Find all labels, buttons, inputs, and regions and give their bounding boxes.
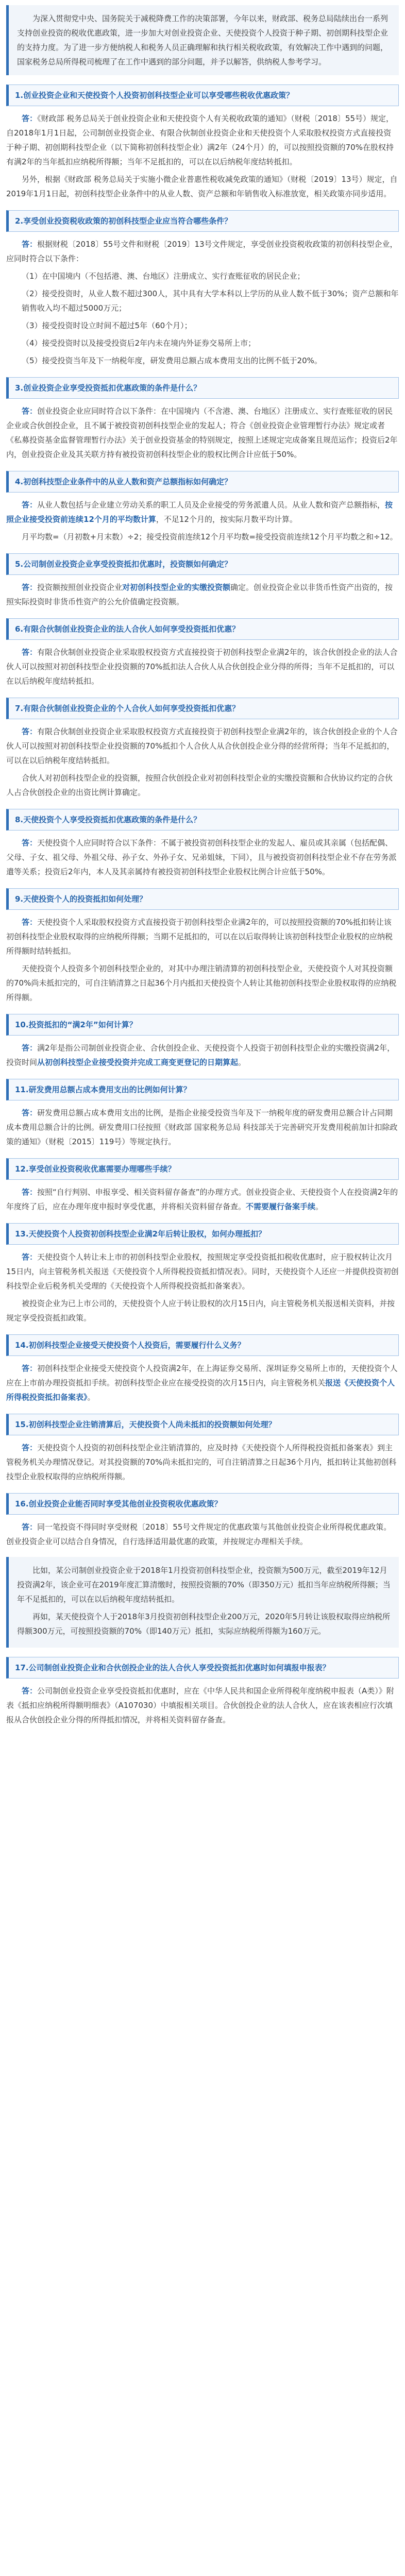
answer-text: （1）在中国境内（不包括港、澳、台地区）注册成立、实行查账征收的居民企业； xyxy=(22,272,305,281)
answer-text: 天使投资个人转让未上市的初创科技型企业股权，按照规定享受投资抵扣税收优惠时，应于股权转让次月15日内，向主管税务机关报送《天使投资个人所得税投资抵扣情况表》。同时，天使投资个人还应一并提供投资初创科技型企业后税务机关受理的《天使投资个人所得税投资抵扣备案表》。 xyxy=(6,1252,399,1291)
answer-prefix: 答： xyxy=(22,918,38,927)
question-heading: 7.有限合伙制创业投资企业的个人合伙人如何享受投资抵扣优惠？ xyxy=(6,698,399,719)
answer-text: 另外，根据《财政部 税务总局关于实施小微企业普惠性税收减免政策的通知》（财税〔2019〕13号）规定，自2019年1月1日起，初创科技型企业条件中的从业人数、资产总额和年销售收入标准放宽，相关政策亦同步适用。 xyxy=(6,175,398,198)
answer-paragraph xyxy=(6,1520,399,1549)
question-heading: 1.创业投资企业和天使投资个人投资初创科技型企业可以享受哪些税收优惠政策？ xyxy=(6,84,399,106)
answer-paragraph xyxy=(6,1250,399,1293)
answer-text: （3）接受投资时设立时间不超过5年（60个月）； xyxy=(22,321,192,330)
answer-highlight: 对初创科技型企业的实缴投资额 xyxy=(122,583,231,592)
answer-paragraph xyxy=(6,404,399,462)
last-qa-section xyxy=(6,1657,399,1727)
answer-text: 月平均数=（月初数+月末数）÷2；接受投资前连续12个月平均数=接受投资前连续12个月平均数之和÷12。 xyxy=(22,532,398,541)
answer-paragraph xyxy=(6,915,399,958)
answer-prefix: 答： xyxy=(22,1443,38,1452)
answer-paragraph xyxy=(6,530,399,544)
answer-prefix: 答： xyxy=(22,727,38,736)
answer-prefix: 答： xyxy=(22,1188,38,1197)
answer-text: 有限合伙制创业投资企业采取股权投资方式直接投资于初创科技型企业满2年的，该合伙创投企业的法人合伙人可以按照对初创科技型企业投资额的70%抵扣法人合伙人从合伙创投企业分得的所得；当年不足抵扣的，可以在以后纳税年度结转抵扣。 xyxy=(6,648,398,686)
answer-highlight: 不需要履行备案手续 xyxy=(246,1202,316,1211)
answer-text: 《财政部 税务总局关于创业投资企业和天使投资个人有关税收政策的通知》（财税〔2018〕55号）规定，自2018年1月1日起，公司制创业投资企业、有限合伙制创业投资企业和天使投资个人采取股权投资方式直接投资于种子期、初创期科技型企业（以下简称初创科技型企业）满2年（24个月）的，可以按照投资额的70%在股权持有满2年的当年抵扣应纳税所得额；当年不足抵扣的，可以在以后纳税年度结转抵扣。 xyxy=(6,114,394,166)
answer-text: 研发费用总额占成本费用支出的比例，是指企业接受投资当年及下一纳税年度的研发费用总额合计占同期成本费用总额合计的比例。研发费用口径按照《财政部 国家税务总局 科技部关于完善研究开发费用税前加计扣除政策的通知》（财税〔2015〕119号）等规定执行。 xyxy=(6,1108,398,1146)
question-heading: 17.公司制创业投资企业和合伙创投企业的法人合伙人享受投资抵扣优惠时如何填报申报表？ xyxy=(6,1657,399,1679)
answer-prefix: 答： xyxy=(22,1043,38,1053)
answer-paragraph xyxy=(6,111,399,169)
answer-tail: 。 xyxy=(238,1058,246,1067)
question-heading: 16.创业投资企业能否同时享受其他创业投资税收优惠政策？ xyxy=(6,1493,399,1515)
answer-prefix: 答： xyxy=(22,838,38,848)
question-heading: 11.研发费用总额占成本费用支出的比例如何计算？ xyxy=(6,1079,399,1100)
answer-text: 投资额按照创业投资企业 xyxy=(37,583,123,592)
question-heading: 13.天使投资个人投资初创科技型企业满2年后转让股权，如何办理抵扣？ xyxy=(6,1223,399,1245)
question-heading: 6.有限合伙制创业投资企业的法人合伙人如何享受投资抵扣优惠？ xyxy=(6,618,399,640)
answer-tail: 确定。创业投资企业以非货币性资产出资的，按照实际投资时非货币性资产的公允价值确定投资额。 xyxy=(6,583,393,606)
answer-text: 创业投资企业应同时符合以下条件：在中国境内（不含港、澳、台地区）注册成立、实行查账征收的居民企业或合伙创投企业，且不属于被投资初创科技型企业的发起人；符合《创业投资企业管理暂行办法》规定或者《私募投资基金监督管理暂行办法》关于创业投资基金的特别规定，按照上述规定完成备案且规范运作；投资后2年内，创业投资企业及其关联方持有被投资初创科技型企业的股权比例合计应低于50%。 xyxy=(6,406,398,459)
answer-prefix: 答： xyxy=(22,1252,38,1262)
answer-prefix: 答： xyxy=(22,406,38,416)
answer-list-item xyxy=(6,286,399,315)
answer-prefix: 答： xyxy=(22,1522,38,1532)
answer-paragraph xyxy=(6,724,399,768)
answer-prefix: 答： xyxy=(22,648,38,657)
answer-text: 公司制创业投资企业享受投资抵扣优惠时，应在《中华人民共和国企业所得税年度纳税申报表（A类）》附表《抵扣应纳税所得额明细表》（A107030）中填报相关项目。合伙创投企业的法人合伙人，应在该表相应行次填报从合伙创投企业分得的所得抵扣情况，并将相关资料留存备查。 xyxy=(6,1686,394,1724)
answer-text: 天使投资个人采取股权投资方式直接投资于初创科技型企业满2年的，可以按照投资额的70%抵扣转让该初创科技型企业股权取得的应纳税所得额；当期不足抵扣的，可以在以后取得转让该初创科技型企业股权的应纳税所得额时结转抵扣。 xyxy=(6,918,393,956)
answer-paragraph xyxy=(6,771,399,800)
answer-text: 从业人数包括与企业建立劳动关系的职工人员及企业接受的劳务派遣人员。从业人数和资产总额指标， xyxy=(37,500,385,510)
question-heading: 5.公司制创业投资企业享受投资抵扣优惠时，投资额如何确定？ xyxy=(6,553,399,575)
answer-highlight: 从初创科技型企业接受投资并完成工商变更登记的日期算起 xyxy=(37,1058,239,1067)
answer-prefix: 答： xyxy=(22,240,38,249)
answer-paragraph xyxy=(6,1361,399,1404)
answer-text: 有限合伙制创业投资企业采取股权投资方式直接投资于初创科技型企业满2年的，该合伙创投企业的个人合伙人可以按照对初创科技型企业投资额的70%抵扣个人合伙人从合伙创投企业分得的经营所得；当年不足抵扣的，可以在以后纳税年度结转抵扣。 xyxy=(6,727,398,765)
answer-tail: ，不足12个月的，按实际月数平均计算。 xyxy=(156,515,297,524)
question-heading: 12.享受创业投资税收优惠需要办理哪些手续？ xyxy=(6,1158,399,1180)
answer-paragraph xyxy=(6,1041,399,1070)
answer-list-item xyxy=(6,336,399,350)
question-heading: 4.初创科技型企业条件中的从业人数和资产总额指标如何确定？ xyxy=(6,471,399,493)
answer-text: 按照“自行判别、申报享受、相关资料留存备查”的办理方式。创业投资企业、天使投资个人在投资满2年的年度终了后，应在办理年度申报时享受优惠，并将相关资料留存备查。 xyxy=(6,1188,398,1211)
answer-text: 天使投资个人投资多个初创科技型企业的，对其中办理注销清算的初创科技型企业，天使投资个人对其投资额的70%尚未抵扣完的，可自注销清算之日起36个月内抵扣天使投资个人转让其他初创科技型企业股权取得的应纳税所得额。 xyxy=(6,964,397,1002)
answer-paragraph xyxy=(6,961,399,1005)
answer-prefix: 答： xyxy=(22,1108,38,1117)
question-heading: 10.投资抵扣的“满2年”如何计算？ xyxy=(6,1014,399,1036)
answer-text: 同一笔投资不得同时享受财税〔2018〕55号文件规定的优惠政策与其他创业投资企业所得税优惠政策。创业投资企业可以结合自身情况，自行选择适用最优惠的政策，并按规定办理相关手续。 xyxy=(6,1522,392,1546)
answer-tail: 。 xyxy=(315,1202,324,1211)
answer-prefix: 答： xyxy=(22,1364,38,1373)
answer-prefix: 答： xyxy=(22,114,38,123)
example-box xyxy=(6,1557,399,1648)
answer-prefix: 答： xyxy=(22,1686,38,1696)
answer-paragraph xyxy=(6,498,399,527)
example-paragraph-1: 比如，某公司制创业投资企业于2018年1月投资初创科技型企业，投资额为500万元，截至2019年12月投资满2年，该企业可在2019年度汇算清缴时，按照投资额的70%（即350万元）抵扣当年应纳税所得额；当年不足抵扣的，可以在以后纳税年度结转抵扣。 xyxy=(17,1566,391,1604)
answer-text: 天使投资个人投资的初创科技型企业注销清算的，应及时持《天使投资个人所得税投资抵扣备案表》到主管税务机关办理情况登记。对其投资额的70%尚未抵扣完的，可自注销清算之日起36个月内，抵扣转让其他初创科技型企业股权取得的应纳税所得额。 xyxy=(6,1443,397,1481)
question-heading: 15.初创科技型企业注销清算后，天使投资个人尚未抵扣的投资额如何处理？ xyxy=(6,1414,399,1435)
answer-text: （2）接受投资时，从业人数不超过300人，其中具有大学本科以上学历的从业人数不低于30%；资产总额和年销售收入均不超过5000万元； xyxy=(22,289,399,313)
answer-paragraph xyxy=(6,1684,399,1727)
answer-text: （4）接受投资时以及接受投资后2年内未在境内外证券交易所上市； xyxy=(22,338,256,348)
answer-list-item xyxy=(6,269,399,283)
answer-list-item xyxy=(6,318,399,333)
answer-paragraph xyxy=(6,1296,399,1325)
answer-paragraph xyxy=(6,645,399,688)
answer-text: （5）接受投资当年及下一纳税年度，研发费用总额占成本费用支出的比例不低于20%。 xyxy=(22,356,322,365)
answer-prefix: 答： xyxy=(22,583,38,592)
answer-paragraph xyxy=(6,1440,399,1484)
qa-sections xyxy=(6,84,399,1549)
question-heading: 14.初创科技型企业接受天使投资个人投资后，需要履行什么义务？ xyxy=(6,1334,399,1356)
answer-text: 合伙人对初创科技型企业的投资额，按照合伙创投企业对初创科技型企业的实缴投资额和合伙协议约定的合伙人占合伙创投企业的出资比例计算确定。 xyxy=(6,773,393,797)
answer-text: 根据财税〔2018〕55号文件和财税〔2019〕13号文件规定，享受创业投资税收政策的初创科技型企业，应同时符合以下条件： xyxy=(6,240,398,263)
answer-highlight: 报送《天使投资个人所得税投资抵扣备案表》 xyxy=(6,1378,395,1402)
answer-prefix: 答： xyxy=(22,500,38,510)
question-heading: 3.创业投资企业享受投资抵扣优惠政策的条件是什么？ xyxy=(6,377,399,399)
answer-paragraph xyxy=(6,580,399,609)
intro-text: 为深入贯彻党中央、国务院关于减税降费工作的决策部署，今年以来，财政部、税务总局陆续出台一系列支持创业投资的税收优惠政策，进一步加大对创业投资企业、天使投资个人投资于种子期、初创期科技型企业的支持力度。为了进一步方便纳税人和税务人员正确理解和执行相关税收政策，有效解决工作中遇到的问题，国家税务总局所得税司梳理了在工作中遇到的部分问题，并予以解答，供纳税人参考学习。 xyxy=(17,14,389,66)
answer-text: 初创科技型企业接受天使投资个人投资满2年，在上海证券交易所、深圳证券交易所上市的，天使投资个人应在上市前办理投资抵扣手续。初创科技型企业应在接受投资的次月15日内，向主管税务机关 xyxy=(6,1364,398,1387)
answer-paragraph xyxy=(6,1185,399,1214)
question-heading: 8.天使投资个人享受投资抵扣优惠政策的条件是什么？ xyxy=(6,809,399,831)
answer-tail: 。 xyxy=(87,1393,95,1402)
answer-highlight: 按照企业接受投资前连续12个月的平均数计算 xyxy=(6,500,393,524)
answer-text: 被投资企业为已上市公司的，天使投资个人应于转让股权的次月15日内，向主管税务机关报送相关资料，并按规定享受投资抵扣政策。 xyxy=(6,1299,395,1323)
question-heading: 2.享受创业投资税收政策的初创科技型企业应当符合哪些条件？ xyxy=(6,210,399,232)
answer-list-item xyxy=(6,353,399,368)
answer-paragraph xyxy=(6,237,399,266)
answer-paragraph xyxy=(6,1106,399,1149)
answer-paragraph xyxy=(6,172,399,201)
answer-text: 天使投资个人应同时符合以下条件：不属于被投资初创科技型企业的发起人、雇员或其亲属（包括配偶、父母、子女、祖父母、外祖父母、孙子女、外孙子女、兄弟姐妹，下同），且与被投资初创科技型企业不存在劳务派遣等关系；投资后2年内，本人及其亲属持有被投资初创科技型企业股权比例合计应低于50%。 xyxy=(6,838,397,876)
question-heading: 9.天使投资个人的投资抵扣如何处理？ xyxy=(6,888,399,910)
example-paragraph-2: 再如，某天使投资个人于2018年3月投资初创科技型企业200万元，2020年5月转让该股权取得应纳税所得额300万元，可按照投资额的70%（即140万元）抵扣，实际应纳税所得额为160万元。 xyxy=(17,1612,391,1636)
answer-text: 满2年是指公司制创业投资企业、合伙创投企业、天使投资个人投资于初创科技型企业的实缴投资满2年，投资时间 xyxy=(6,1043,395,1067)
intro-box xyxy=(6,5,399,75)
answer-paragraph xyxy=(6,836,399,879)
